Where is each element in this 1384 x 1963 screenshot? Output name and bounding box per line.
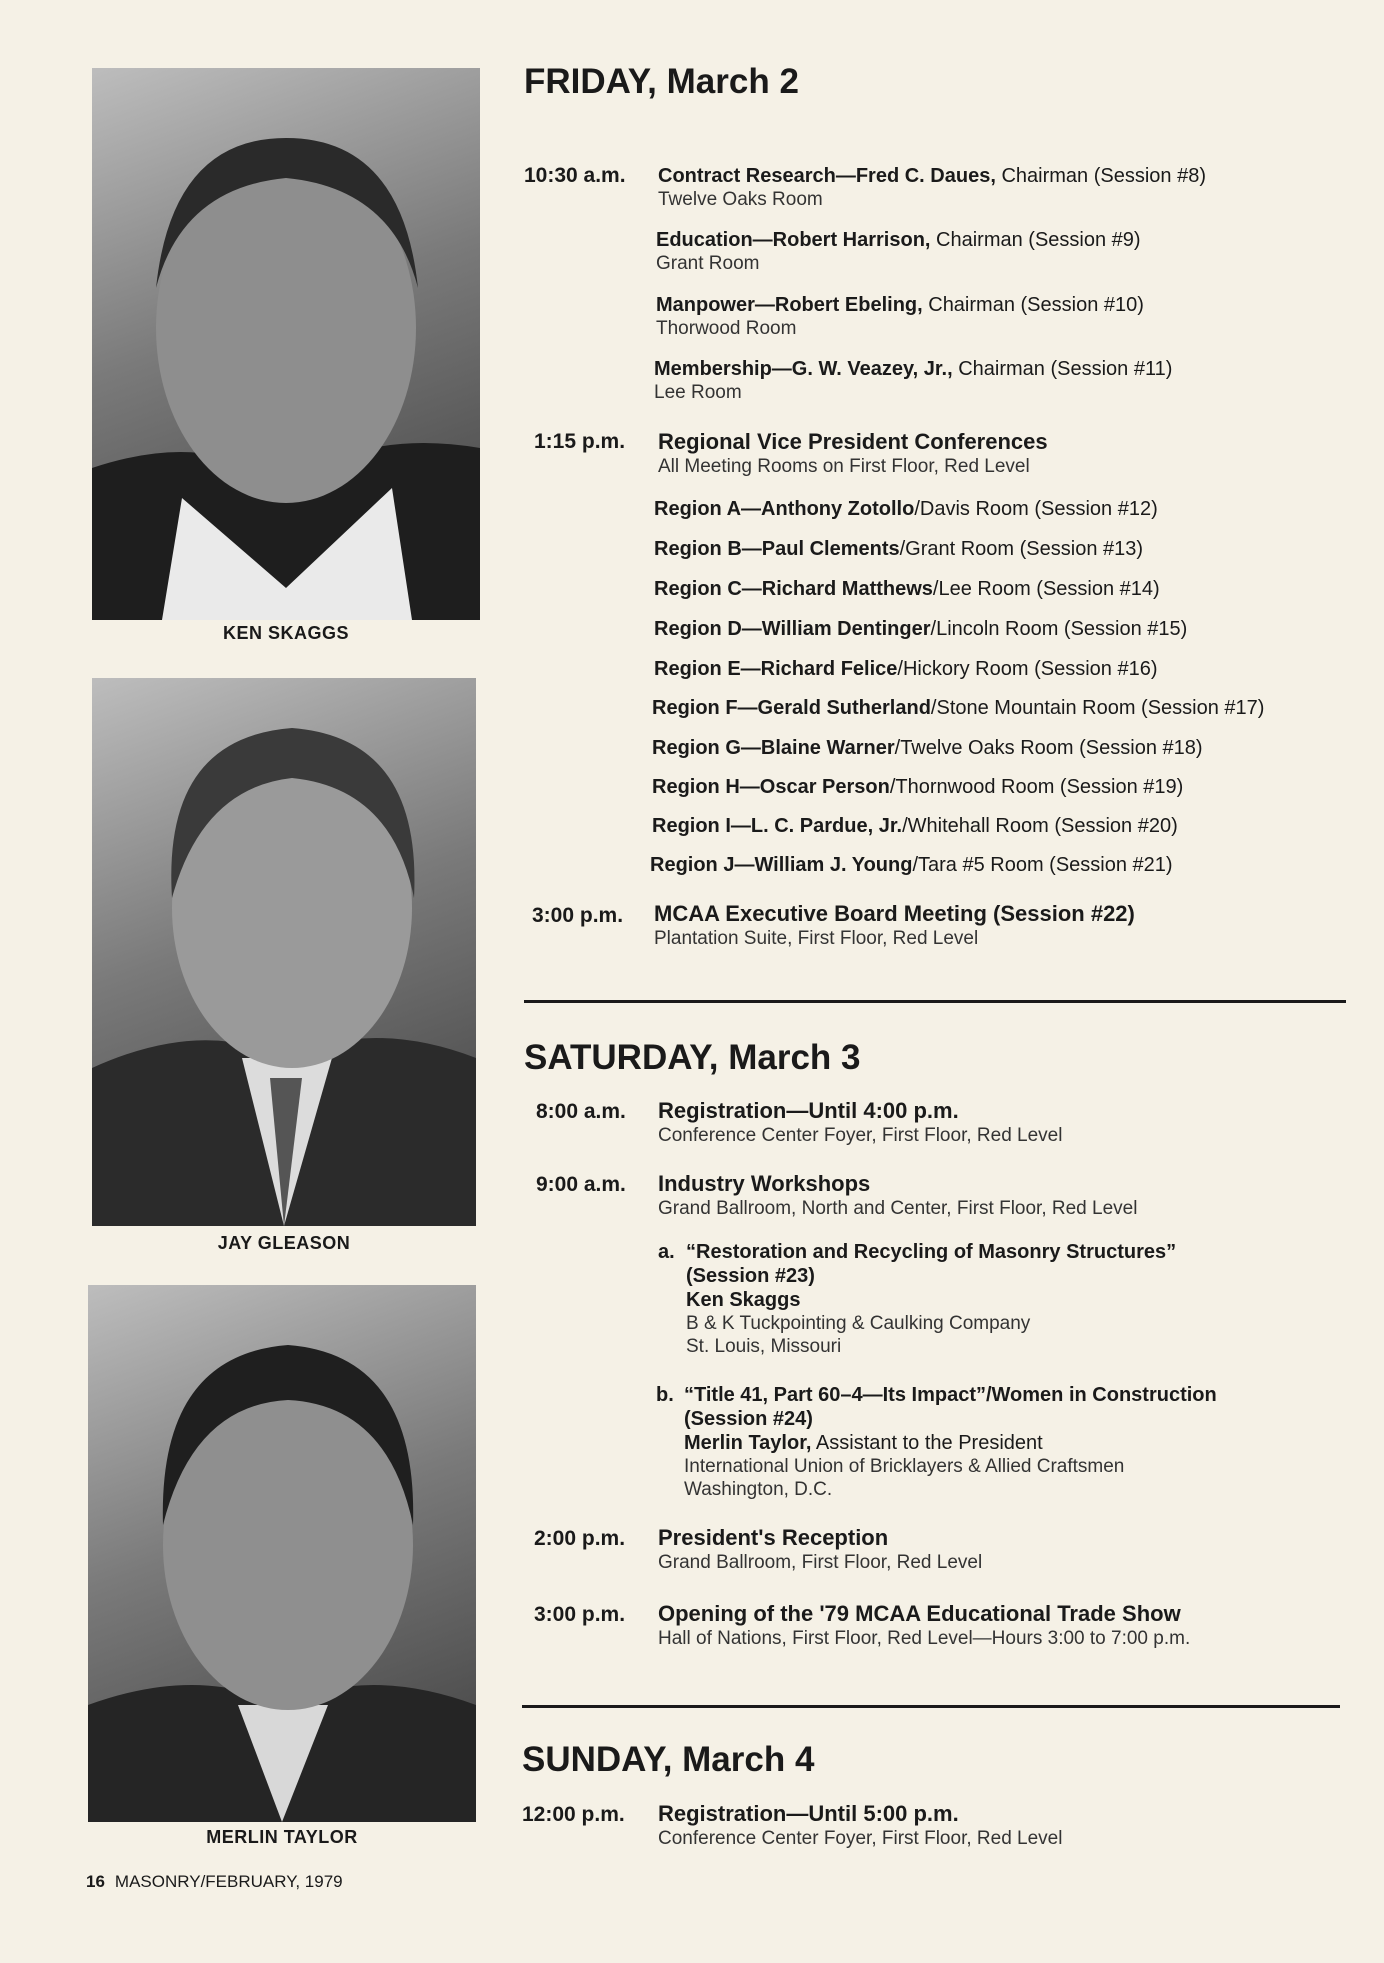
item-label: b. [656, 1384, 674, 1406]
session-registration [658, 1099, 1062, 1147]
region-item [654, 537, 1143, 561]
session-room: Plantation Suite, First Floor, Red Level [654, 928, 979, 949]
region-room: /Tara #5 Room (Session #21) [912, 854, 1173, 876]
region-item [654, 497, 1158, 521]
session-title: Industry Workshops [658, 1171, 871, 1196]
region-item [654, 617, 1187, 641]
page-number: 16 [86, 1872, 105, 1891]
region-room: /Lincoln Room (Session #15) [930, 618, 1188, 640]
session-title: Regional Vice President Conferences [658, 429, 1048, 454]
workshop-item-a [658, 1240, 1176, 1358]
region-item [652, 814, 1178, 838]
region-room: /Davis Room (Session #12) [914, 498, 1158, 520]
photo-merlin-taylor [88, 1285, 476, 1822]
day-heading-friday: FRIDAY, March 2 [524, 62, 799, 101]
session-presidents-reception [658, 1526, 982, 1574]
workshop-title: “Title 41, Part 60–4—Its Impact”/Women in Construction [684, 1384, 1217, 1406]
region-item [654, 657, 1157, 681]
session-detail: Chairman (Session #9) [930, 229, 1141, 251]
photo-caption: JAY GLEASON [217, 1233, 351, 1253]
speaker-organization: International Union of Bricklayers & Allied Craftsmen [684, 1456, 1125, 1477]
region-leader: Region B—Paul Clements [654, 538, 900, 560]
region-room: /Twelve Oaks Room (Session #18) [894, 737, 1203, 759]
time-label: 9:00 a.m. [536, 1173, 626, 1196]
time-label: 2:00 p.m. [534, 1527, 626, 1550]
session-room: Conference Center Foyer, First Floor, Red Level [658, 1125, 1063, 1146]
time-label: 3:00 p.m. [532, 904, 624, 927]
session-title: Membership—G. W. Veazey, Jr., [654, 358, 953, 380]
session-detail: Chairman (Session #10) [922, 294, 1144, 316]
region-item [652, 736, 1203, 760]
region-room: /Lee Room (Session #14) [932, 578, 1160, 600]
publication-line: MASONRY/FEBRUARY, 1979 [114, 1872, 343, 1891]
region-leader: Region D—William Dentinger [654, 618, 931, 640]
session-industry-workshops [658, 1172, 1137, 1220]
speaker-company: B & K Tuckpointing & Caulking Company [686, 1313, 1031, 1334]
page-footer [86, 1872, 343, 1892]
workshop-item-b [656, 1383, 1217, 1501]
workshop-speaker: Merlin Taylor, [684, 1432, 812, 1454]
region-leader: Region G—Blaine Warner [652, 737, 895, 759]
day-heading-saturday: SATURDAY, March 3 [524, 1038, 861, 1077]
session-title: MCAA Executive Board Meeting (Session #22) [654, 901, 1135, 926]
session-room: Grand Ballroom, First Floor, Red Level [658, 1552, 983, 1573]
region-leader: Region F—Gerald Sutherland [652, 697, 931, 719]
speaker-location: St. Louis, Missouri [686, 1336, 842, 1357]
region-room: /Thornwood Room (Session #19) [889, 776, 1184, 798]
workshop-title: “Restoration and Recycling of Masonry Structures” [686, 1241, 1177, 1263]
session-manpower [656, 293, 1144, 340]
session-room: All Meeting Rooms on First Floor, Red Level [658, 456, 1030, 477]
region-leader: Region J—William J. Young [650, 854, 913, 876]
session-detail: Chairman (Session #11) [952, 358, 1173, 380]
session-room: Grant Room [656, 253, 760, 274]
session-membership [654, 357, 1172, 404]
region-leader: Region C—Richard Matthews [654, 578, 933, 600]
session-contract-research [658, 164, 1206, 211]
time-label: 1:15 p.m. [534, 430, 626, 453]
region-leader: Region E—Richard Felice [654, 658, 898, 680]
session-education [656, 228, 1141, 275]
region-item [650, 853, 1173, 877]
session-title: Opening of the '79 MCAA Educational Trade Show [658, 1601, 1181, 1626]
photo-ken-skaggs [92, 68, 480, 620]
region-leader: Region I—L. C. Pardue, Jr. [652, 815, 903, 837]
region-room: /Stone Mountain Room (Session #17) [930, 697, 1265, 719]
session-sunday-registration [658, 1802, 1062, 1850]
session-title: Manpower—Robert Ebeling, [656, 294, 923, 316]
time-label: 10:30 a.m. [524, 164, 626, 187]
region-leader: Region A—Anthony Zotollo [654, 498, 915, 520]
session-title: Registration—Until 4:00 p.m. [658, 1098, 959, 1123]
section-divider [522, 1705, 1340, 1708]
day-heading-sunday: SUNDAY, March 4 [522, 1740, 815, 1779]
region-item [652, 696, 1264, 720]
session-room: Thorwood Room [656, 318, 797, 339]
session-trade-show [658, 1602, 1190, 1650]
region-item [652, 775, 1183, 799]
session-room: Twelve Oaks Room [658, 189, 823, 210]
session-title: Contract Research—Fred C. Daues, [658, 165, 996, 187]
session-room: Hall of Nations, First Floor, Red Level—Hours 3:00 to 7:00 p.m. [658, 1628, 1191, 1649]
session-title: President's Reception [658, 1525, 889, 1550]
session-room: Lee Room [654, 382, 742, 403]
session-title: Education—Robert Harrison, [656, 229, 931, 251]
speaker-location: Washington, D.C. [684, 1479, 833, 1500]
session-executive-board [654, 902, 1135, 950]
region-room: /Grant Room (Session #13) [899, 538, 1144, 560]
region-room: /Hickory Room (Session #16) [897, 658, 1158, 680]
region-leader: Region H—Oscar Person [652, 776, 890, 798]
session-room: Conference Center Foyer, First Floor, Red Level [658, 1828, 1063, 1849]
session-regional-vp [658, 430, 1048, 478]
region-item [654, 577, 1160, 601]
photo-jay-gleason [92, 678, 476, 1226]
session-room: Grand Ballroom, North and Center, First Floor, Red Level [658, 1198, 1138, 1219]
item-label: a. [658, 1241, 675, 1263]
photo-caption: MERLIN TAYLOR [206, 1827, 358, 1847]
photo-caption: KEN SKAGGS [222, 623, 350, 643]
workshop-session: (Session #24) [684, 1408, 813, 1430]
workshop-speaker: Ken Skaggs [686, 1289, 801, 1311]
region-room: /Whitehall Room (Session #20) [902, 815, 1178, 837]
time-label: 3:00 p.m. [534, 1603, 626, 1626]
workshop-session: (Session #23) [686, 1265, 815, 1287]
session-detail: Chairman (Session #8) [995, 165, 1206, 187]
section-divider [524, 1000, 1346, 1003]
time-label: 12:00 p.m. [522, 1803, 625, 1826]
session-title: Registration—Until 5:00 p.m. [658, 1801, 959, 1826]
time-label: 8:00 a.m. [536, 1100, 626, 1123]
speaker-role: Assistant to the President [811, 1432, 1043, 1454]
